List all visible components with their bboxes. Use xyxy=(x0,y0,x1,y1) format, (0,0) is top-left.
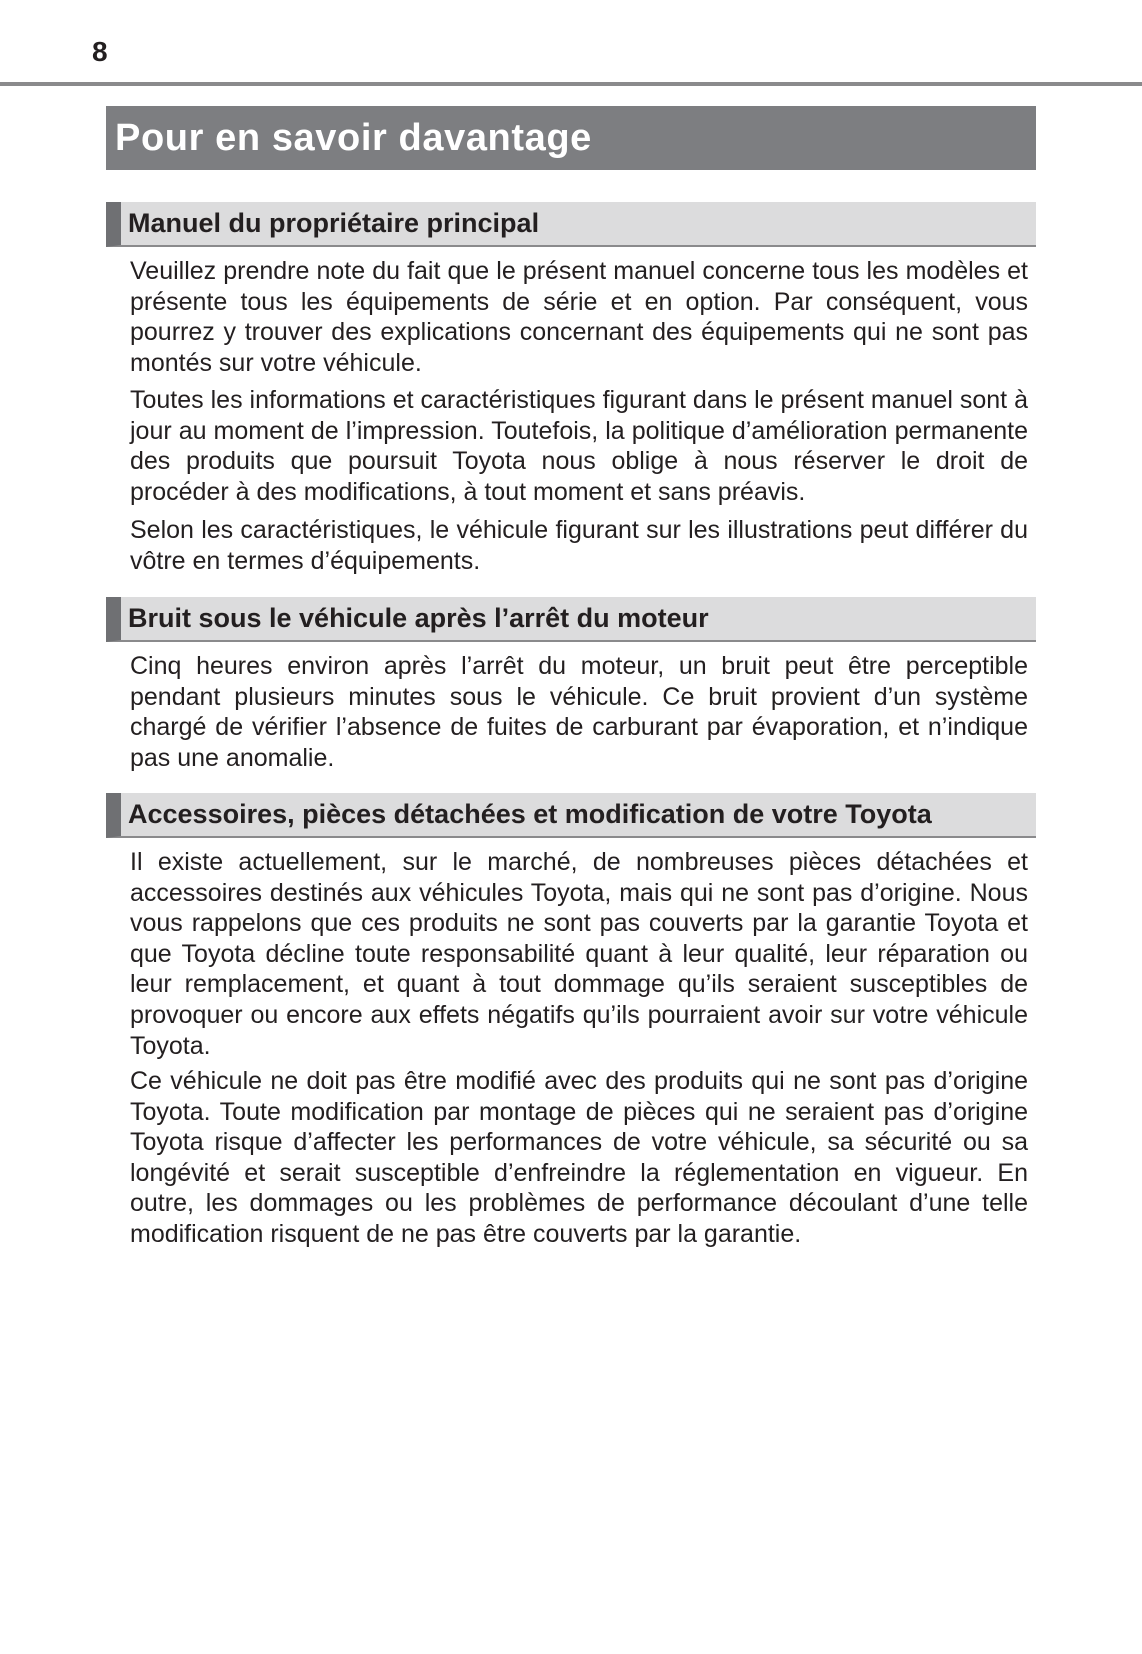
page-number: 8 xyxy=(92,36,108,67)
paragraph-manual-scope: Veuillez prendre note du fait que le présent manuel concerne tous les modèles et présente tous les équipements de série et en option. Par conséquent, vous pourrez y trouver des explications concernant des équipements qui ne sont pas montés sur votre véhicule. xyxy=(130,257,1028,377)
section-heading-accessories: Accessoires, pièces détachées et modification de votre Toyota xyxy=(106,793,1036,838)
page-title: Pour en savoir davantage xyxy=(106,106,1036,170)
section-heading-owners-manual: Manuel du propriétaire principal xyxy=(106,202,1036,247)
paragraph-modifications: Ce véhicule ne doit pas être modifié avec des produits qui ne sont pas d’origine Toyota. Toute modification par montage de pièces qui ne seraient pas d’origine Toyota risque d’affecter les performances de votre véhicule, sa sécurité ou sa longévité et serait susceptible d’enfreindre la réglementation en vigueur. En outre, les dommages ou les problèmes de performance découlant d’une telle modification risquent de ne pas être couverts par la garantie. xyxy=(130,1067,1028,1248)
paragraph-illustrations: Selon les caractéristiques, le véhicule figurant sur les illustrations peut différer du vôtre en termes d’équipements. xyxy=(130,516,1028,575)
header-divider xyxy=(0,82,1142,86)
paragraph-noise: Cinq heures environ après l’arrêt du moteur, un bruit peut être perceptible pendant plusieurs minutes sous le véhicule. Ce bruit provient d’un système chargé de vérifier l’absence de fuites de carburant par évaporation, et n’indique pas une anomalie. xyxy=(130,652,1028,772)
paragraph-manual-updates: Toutes les informations et caractéristiques figurant dans le présent manuel sont à jour au moment de l’impression. Toutefois, la politique d’amélioration permanente des produits que poursuit Toyota nous oblige à nous réserver le droit de procéder à des modifications, à tout moment et sans préavis. xyxy=(130,386,1028,506)
paragraph-accessories-warranty: Il existe actuellement, sur le marché, de nombreuses pièces détachées et accessoires destinés aux véhicules Toyota, mais qui ne sont pas d’origine. Nous vous rappelons que ces produits ne sont pas couverts par la garantie Toyota et que Toyota décline toute responsabilité quant à leur qualité, leur réparation ou leur remplacement, et quant à tout dommage qu’ils seraient susceptibles de provoquer ou encore aux effets négatifs qu’ils pourraient avoir sur votre véhicule Toyota. xyxy=(130,848,1028,1060)
section-heading-noise: Bruit sous le véhicule après l’arrêt du moteur xyxy=(106,597,1036,642)
